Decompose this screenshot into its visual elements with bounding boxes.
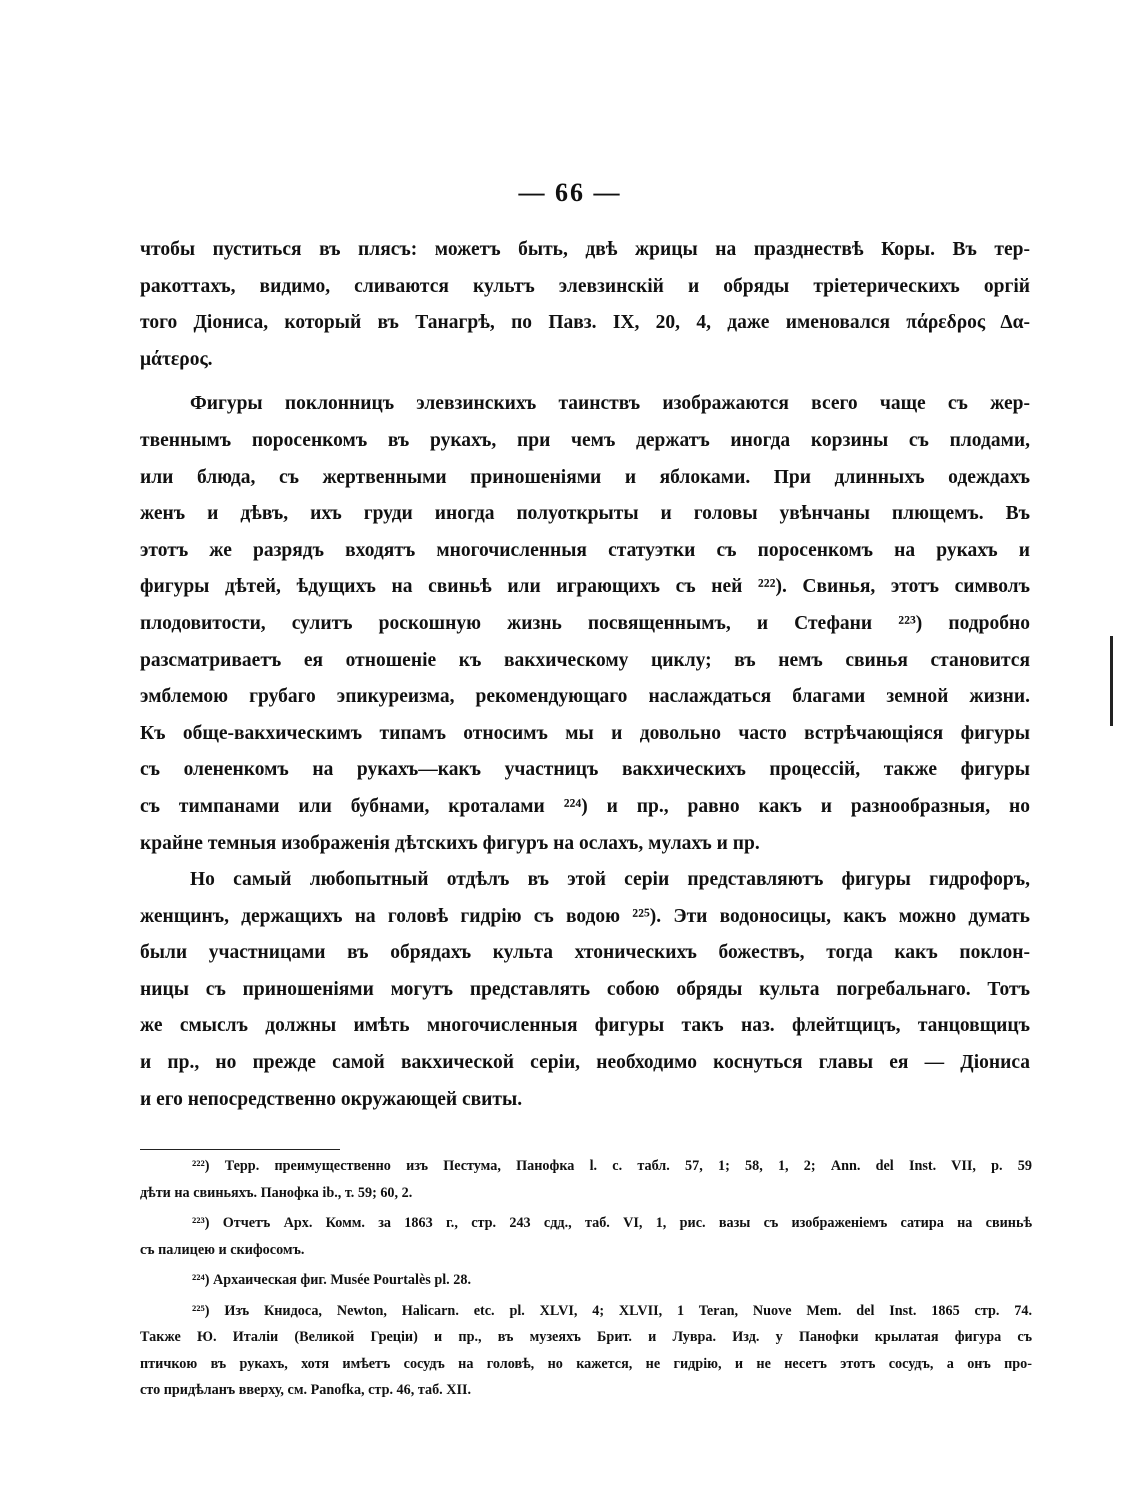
page-number: — 66 — — [518, 178, 622, 207]
footnote-line: ²²⁵) Изъ Книдоса, Newton, Halicarn. etc. pl. XLVI, 4; XLVII, 1 Teran, Nuove Mem. del Inst. 1865 стр. 74. — [192, 1302, 1032, 1319]
text-line: или блюда, съ жертвенными приношеніями и яблоками. При длинныхъ одеждахъ — [140, 466, 1030, 488]
footnote-line: Также Ю. Италіи (Великой Греціи) и пр., въ музеяхъ Брит. и Лувра. Изд. у Панофки крылатая фигура съ — [140, 1329, 1032, 1345]
text-line: μάτερος. — [140, 348, 213, 370]
text-line: плодовитости, сулитъ роскошную жизнь посвященнымъ, и Стефани ²²³) подробно — [140, 612, 1030, 634]
text-line: твеннымъ поросенкомъ въ рукахъ, при чемъ держатъ иногда корзины съ плодами, — [140, 429, 1030, 451]
footnote-line: птичкою въ рукахъ, хотя имѣетъ сосудъ на головѣ, но кажется, не гидрію, и не несетъ этотъ сосудъ, а онъ про- — [140, 1355, 1032, 1372]
text-line: разсматриваетъ ея отношеніе къ вакхическому циклу; въ немъ свинья становится — [140, 649, 1030, 671]
text-line: и его непосредственно окружающей свиты. — [140, 1088, 523, 1110]
text-line: съ олененкомъ на рукахъ—какъ участницъ вакхическихъ процессій, также фигуры — [140, 759, 1030, 781]
text-line: съ тимпанами или бубнами, кроталами ²²⁴) и пр., равно какъ и разнообразныя, но — [140, 795, 1030, 817]
text-line: женщинъ, держащихъ на головѣ гидрію съ водою ²²⁵). Эти водоносицы, какъ можно думать — [140, 905, 1030, 927]
body-text — [140, 232, 1030, 1118]
footnote-divider — [140, 1149, 340, 1150]
text-line: эмблемою грубаго эпикуреизма, рекомендующаго наслаждаться благами земной жизни. — [140, 686, 1030, 708]
text-line: чтобы пуститься въ плясъ: можетъ быть, двѣ жрицы на празднествѣ Коры. Въ тер- — [140, 239, 1030, 260]
margin-mark — [1110, 636, 1113, 726]
text-line: ницы съ приношеніями могутъ представлять собою обряды культа погребальнаго. Тотъ — [140, 978, 1030, 1000]
text-line: были участницами въ обрядахъ культа хтоническихъ божествъ, тогда какъ поклон- — [140, 942, 1030, 964]
footnote-line: ²²²) Терр. преимущественно изъ Пестума, Панофка l. c. табл. 57, 1; 58, 1, 2; Ann. del Inst. VII, p. 59 — [192, 1158, 1032, 1174]
text-line: же смыслъ должны имѣть многочисленныя фигуры такъ наз. флейтщицъ, танцовщицъ — [140, 1015, 1030, 1037]
text-line: Къ обще-вакхическимъ типамъ относимъ мы и довольно часто встрѣчающіяся фигуры — [140, 722, 1030, 744]
text-line: этотъ же разрядъ входятъ многочисленныя статуэтки съ поросенкомъ на рукахъ и — [140, 539, 1030, 561]
text-line: фигуры дѣтей, ѣдущихъ на свиньѣ или играющихъ съ ней ²²²). Свинья, этотъ символъ — [140, 576, 1030, 598]
text-line: женъ и дѣвъ, ихъ груди иногда полуоткрыты и головы увѣнчаны плющемъ. Въ — [140, 503, 1030, 525]
text-line: и пр., но прежде самой вакхической серіи, необходимо коснуться главы ея — Діониса — [140, 1052, 1030, 1074]
text-line: Фигуры поклонницъ элевзинскихъ таинствъ изображаются всего чаще съ жер- — [190, 393, 1030, 415]
text-line: Но самый любопытный отдѣлъ въ этой серіи представляютъ фигуры гидрофоръ, — [190, 869, 1030, 891]
footnote-line: съ палицею и скифосомъ. — [140, 1241, 305, 1258]
text-line: того Діониса, который въ Танагрѣ, по Павз. IX, 20, 4, даже именовался πάρεδρος Δα- — [140, 312, 1030, 334]
footnote-line: ²²³) Отчетъ Арх. Комм. за 1863 г., стр. 243 сдд., таб. VI, 1, рис. вазы съ изображеніемъ сатира на свиньѣ — [192, 1215, 1032, 1231]
text-line: ракоттахъ, видимо, сливаются культъ элевзинскій и обряды тріетерическихъ оргій — [140, 275, 1030, 297]
footnote-line: сто придѣланъ вверху, см. Panofka, стр. 46, таб. XII. — [140, 1382, 472, 1398]
footnotes — [140, 1153, 1032, 1404]
footnote-line: дѣти на свиньяхъ. Панофка ib., т. 59; 60, 2. — [140, 1184, 413, 1201]
text-line: крайне темныя изображенія дѣтскихъ фигуръ на ослахъ, мулахъ и пр. — [140, 832, 760, 854]
footnote-line: ²²⁴) Архаическая фиг. Musée Pourtalès pl. 28. — [192, 1272, 471, 1288]
